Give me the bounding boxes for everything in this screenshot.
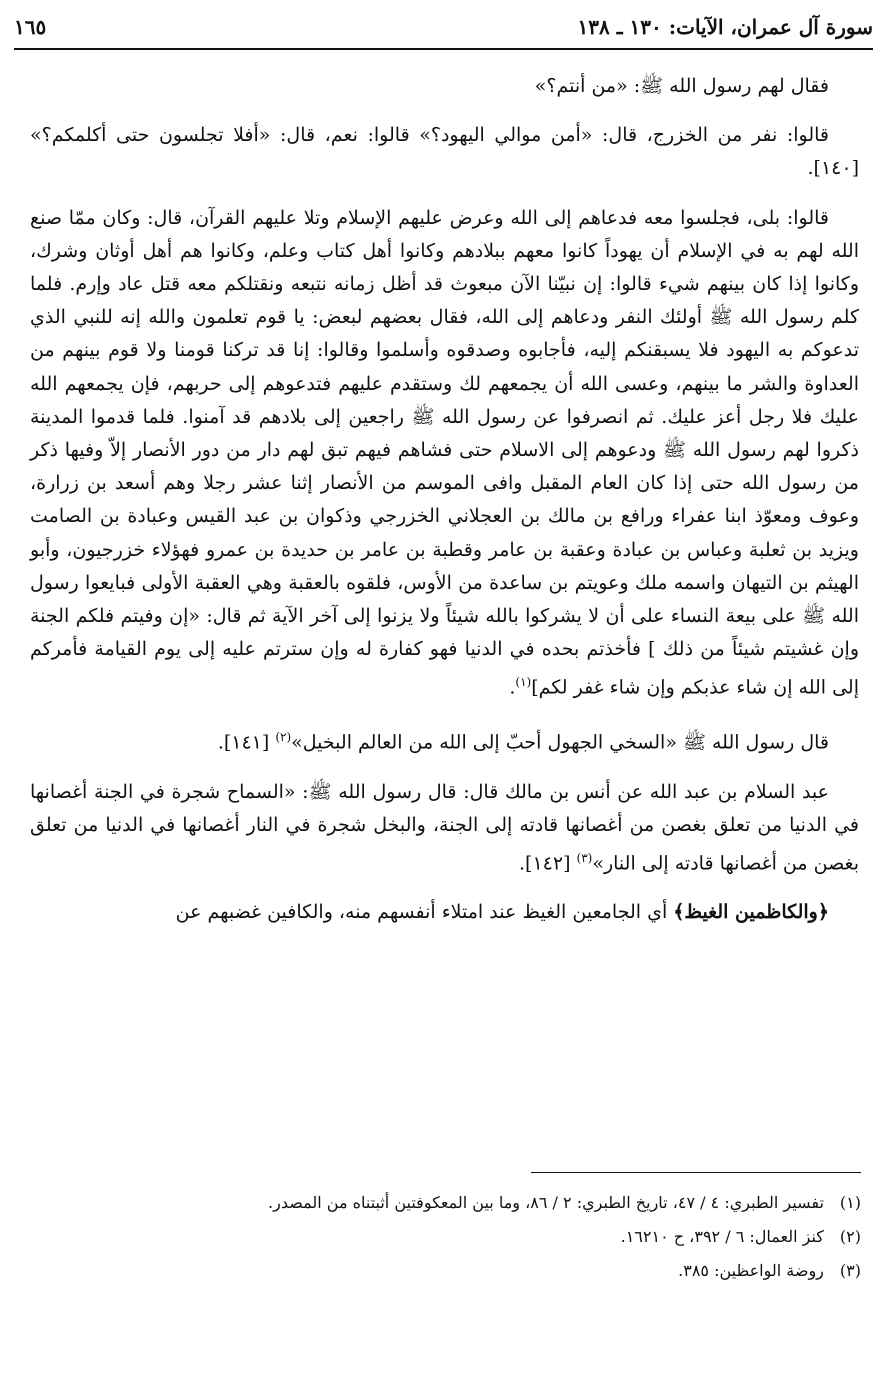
page-body [30,70,859,946]
page-number: ١٦٥ [14,15,47,39]
footnote-ref-1: (١) [515,675,532,690]
page-header [14,8,873,46]
paragraph-2: قالوا: نفر من الخزرج، قال: «أمن موالي اليهود؟» قالوا: نعم، قال: «أفلا تجلسون حتى أكلمكم؟» [١٤٠]. [30,124,859,180]
paragraph-6: ﴿والكاظمين الغيظ﴾ أي الجامعين الغيظ عند امتلاء أنفسهم منه، والكافين غضبهم عن [175,901,829,924]
paragraph-4: قال رسول الله ﷺ «السخي الجهول أحبّ إلى الله من العالم البخيل»$^{(٢)}$ [١٤١]. [217,729,829,754]
footnote-1: (١) تفسير الطبري: ٤ / ٤٧، تاريخ الطبري: ٢ / ٨٦، وما بين المعكوفتين أثبتناه من المصدر. [268,1193,861,1212]
footnote-ref-2: (٢) [275,729,292,744]
header-divider [14,48,873,50]
paragraph-1: فقال لهم رسول الله ﷺ: «من أنتم؟» [534,75,829,97]
footnote-3: (٣) روضة الواعظين: ٣٨٥. [678,1261,861,1280]
footnotes [40,1186,861,1288]
running-title: سورة آل عمران، الآيات: ١٣٠ ـ ١٣٨ [577,15,873,39]
paragraph-5: عبد السلام بن عبد الله عن أنس بن مالك قال: قال رسول الله ﷺ: «السماح شجرة في الجنة أغصانها في الدنيا من تعلق بغصن من أغصانها قادته إلى الجنة، والبخل شجرة في النار أغصانها في الدنيا من تعلق بغصن من أغصانها قادته إلى النار»$^{(٣)}$ [١٤٢]. [30,780,859,875]
footnote-ref-3: (٣) [576,850,593,865]
paragraph-3: قالوا: بلى، فجلسوا معه فدعاهم إلى الله وعرض عليهم الإسلام وتلا عليهم القرآن، قال: وكان ممّا صنع الله لهم به في الإسلام أن يهوداً كانوا معهم ببلادهم وكانوا أهل كتاب وعلم، وكانوا هم أهل أوثان وشرك، وكانوا إذا كان بينهم شيء قالوا: إن نبيّنا الآن مبعوث قد أظل زمانه نتبعه ونقتلكم معه قتل عاد وإرم. فلما كلم رسول الله ﷺ أولئك النفر ودعاهم إلى الله، فقال بعضهم لبعض: يا قوم تعلمون والله إنه للنبي الذي تدعوكم به اليهود فلا يسبقنكم إليه، فأجابوه وصدقوه وأسلموا وقالوا: إنا قد تركنا قومنا ولا قوم بينهم من العداوة والشر ما بينهم، وعسى الله أن يجمعهم لك وستقدم عليهم فتدعوهم إلى حربهم، فإن يجمعهم الله عليك فلا رجل أعز عليك. ثم انصرفوا عن رسول الله ﷺ راجعين إلى بلادهم قد آمنوا. فلما قدموا المدينة ذكروا لهم رسول الله ﷺ ودعوهم إلى الاسلام حتى فشاهم فيهم تبق لهم دار من دور الأنصار إلاّ وفيها ذكر من رسول الله حتى إذا كان العام المقبل وافى الموسم من الأنصار إثنا عشر رجلا وهم أسعد بن زرارة، وعوف ومعوّذ ابنا عفراء ورافع بن مالك بن العجلاني الخزرجي وذكوان بن عبد القيس وعبادة بن الصامت ويزيد بن ثعلبة وعباس بن عبادة وعقبة بن عامر وقطبة بن عامر بن حديدة بن عمرو فهؤلاء خزرجيون، وأبو الهيثم بن التيهان واسمه ملك وعويتم بن ساعدة من الأوس، فلقوه بالعقبة وهي العقبة الأولى فبايعوا رسول الله ﷺ على بيعة النساء على أن لا يشركوا بالله شيئاً ولا يزنوا إلى آخر الآية ثم قال: «إن وفيتم فلكم الجنة وإن غشيتم شيئاً من ذلك ] فأخذتم بحده في الدنيا فهو كفارة له وإن سترتم عليه إلى يوم القيامة فأمركم إلى الله إن شاء عذبكم وإن شاء غفر لكم]$^{(١)}$. [30,206,860,699]
footnote-2: (٢) كنز العمال: ٦ / ٣٩٢، ح ١٦٢١٠. [620,1227,861,1246]
quran-verse: ﴿والكاظمين الغيظ﴾ [673,901,829,924]
footnote-divider [531,1172,861,1173]
